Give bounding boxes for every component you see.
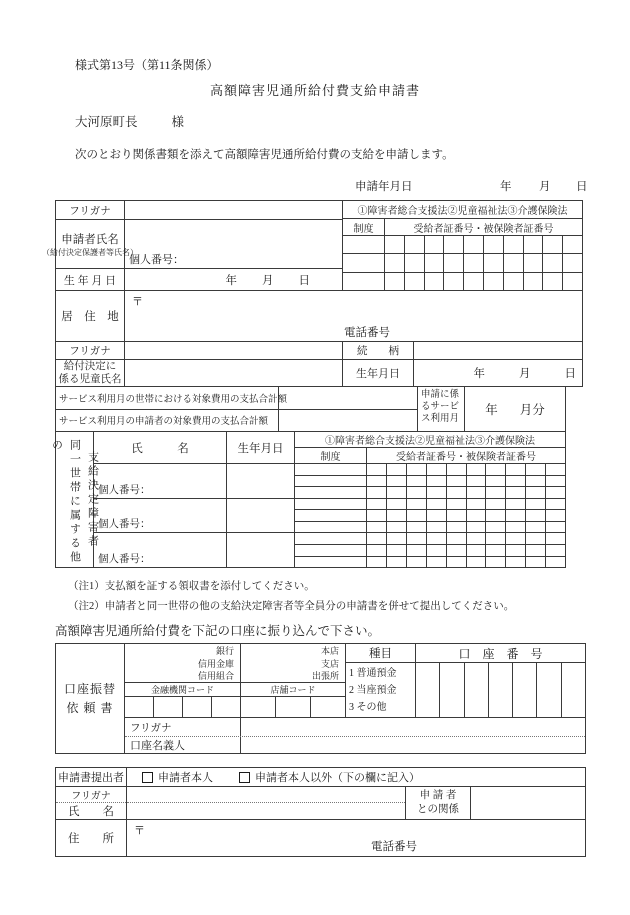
day-unit: 日	[564, 368, 576, 380]
system-header: 制度	[295, 448, 367, 463]
account-type-option: 1 普通預金	[349, 668, 397, 679]
account-type-option: 3 その他	[349, 702, 387, 713]
digit-cell	[546, 476, 565, 487]
branch-code-cell	[276, 697, 311, 717]
digit-cell	[387, 545, 407, 556]
checkbox-self-icon	[142, 772, 153, 783]
member-name-field	[94, 464, 226, 499]
digit-cell	[524, 236, 544, 253]
applicant-table	[42, 200, 583, 387]
account-holder-field	[241, 737, 585, 753]
system-header: 制度	[343, 219, 385, 235]
digit-cell	[407, 464, 427, 475]
service-month-label: 申請に係るサービス利用月	[418, 387, 465, 431]
service-month-field	[465, 387, 565, 431]
submitter-address-field	[127, 820, 585, 856]
birthdate-label: 生 年 月 日	[56, 269, 125, 290]
account-furigana-label: フリガナ	[125, 718, 241, 736]
digit-cell	[387, 522, 407, 533]
applicant-name-sublabel: （給付決定保護者等氏名）	[42, 247, 138, 257]
account-furigana-field	[241, 718, 585, 736]
system-cell	[295, 522, 367, 533]
account-digit-cell	[537, 663, 561, 717]
digit-cell	[526, 464, 546, 475]
applicant-upper-rows	[42, 201, 582, 291]
digit-cell	[407, 545, 427, 556]
digit-cell	[486, 476, 506, 487]
digit-cell	[464, 273, 484, 290]
cert-digit-row	[343, 236, 582, 254]
addressee-name: 大河原町長	[75, 115, 138, 129]
checkbox-other-icon	[239, 772, 250, 783]
digit-cell	[563, 254, 582, 271]
system-cell	[295, 487, 367, 498]
digit-cell	[387, 510, 407, 521]
digit-cell	[486, 557, 506, 568]
digit-cell	[546, 545, 565, 556]
digit-cell	[546, 557, 565, 568]
digit-cell	[367, 464, 387, 475]
submitter-options	[127, 768, 585, 786]
system-cell	[343, 236, 385, 253]
digit-cell	[447, 464, 467, 475]
digit-cell	[405, 273, 425, 290]
digit-cell	[407, 557, 427, 568]
relationship-label: 続 柄	[343, 342, 414, 359]
year-unit: 年	[473, 368, 485, 380]
digit-cell	[385, 236, 405, 253]
account-type-header: 種目	[346, 644, 415, 663]
vertical-label-left: 同一世帯に属する他の	[50, 439, 81, 565]
relationship-field	[414, 342, 582, 359]
digit-cell	[526, 499, 546, 510]
digit-cell	[367, 557, 387, 568]
day-unit: 日	[298, 274, 310, 287]
digit-cell	[464, 254, 484, 271]
child-birthdate-label: 生年月日	[343, 360, 414, 386]
digit-cell	[387, 533, 407, 544]
digit-cell	[484, 273, 504, 290]
law-header: ①障害者総合支援法②児童福祉法③介護保険法	[343, 201, 582, 219]
household-table	[50, 431, 566, 568]
account-digit-cell	[489, 663, 513, 717]
digit-cell	[427, 510, 447, 521]
bank-table	[55, 643, 586, 754]
digit-cell	[563, 236, 582, 253]
account-holder-label: 口座名義人	[125, 737, 241, 753]
member-name-field	[94, 499, 226, 534]
digit-cell	[425, 273, 445, 290]
digit-cell	[427, 464, 447, 475]
cost-table	[55, 386, 566, 432]
digit-cell	[506, 557, 526, 568]
digit-cell	[506, 533, 526, 544]
household-total-field	[279, 387, 417, 409]
depositor-label: 口座振替 依 頼 書	[56, 644, 125, 753]
system-cell	[295, 510, 367, 521]
digit-cell	[447, 510, 467, 521]
month-unit: 月	[519, 368, 531, 380]
digit-cell	[546, 487, 565, 498]
digit-cell	[444, 236, 464, 253]
furigana-field	[125, 201, 342, 219]
note: （注1）支払額を証する領収書を添付してください。	[68, 581, 315, 592]
digit-cell	[447, 487, 467, 498]
digit-cell	[467, 545, 487, 556]
digit-cell	[447, 545, 467, 556]
digit-cell	[524, 273, 544, 290]
cert-digit-row	[295, 510, 565, 522]
digit-cell	[367, 533, 387, 544]
digit-cell	[543, 236, 563, 253]
digit-cell	[467, 510, 487, 521]
digit-cell	[407, 476, 427, 487]
digit-cell	[506, 476, 526, 487]
account-digit-cell	[513, 663, 537, 717]
cert-digit-row	[295, 464, 565, 476]
digit-cell	[504, 236, 524, 253]
account-digit-cell	[440, 663, 464, 717]
digit-cell	[405, 236, 425, 253]
digit-cell	[427, 545, 447, 556]
system-cell	[295, 557, 367, 568]
member-name-header: 氏 名	[94, 432, 226, 464]
cert-number-header: 受給者証番号・被保険者証番号	[396, 452, 536, 463]
digit-cell	[526, 533, 546, 544]
digit-cell	[407, 533, 427, 544]
digit-cell	[447, 533, 467, 544]
child-birthdate-field	[414, 360, 582, 386]
cert-digit-row	[295, 522, 565, 534]
submitter-furigana-field	[127, 787, 405, 803]
cert-digit-row	[295, 487, 565, 499]
furigana-label: フリガナ	[56, 201, 125, 219]
branch-code-cell	[311, 697, 345, 717]
branch-type-labels: 本店 支店 出張所	[241, 644, 345, 683]
digit-cell	[387, 464, 407, 475]
member-birthdate-field	[227, 499, 294, 534]
year-unit: 年	[225, 274, 237, 287]
date-year-unit: 年	[500, 181, 512, 193]
law-header: ①障害者総合支援法②児童福祉法③介護保険法	[295, 432, 565, 448]
system-cell	[295, 499, 367, 510]
digit-cell	[467, 557, 487, 568]
addressee-suffix: 様	[171, 115, 185, 129]
address-label: 居 住 地	[56, 291, 125, 341]
cert-digit-row	[295, 476, 565, 488]
digit-cell	[444, 273, 464, 290]
institution-code-label: 金融機関コード	[125, 683, 240, 697]
child-name-label: 給付決定に 係る児童氏名	[56, 360, 125, 386]
account-digit-cell	[465, 663, 489, 717]
cert-number-header: 受給者証番号・被保険者証番号	[413, 223, 554, 235]
digit-cell	[563, 273, 582, 290]
digit-cell	[467, 487, 487, 498]
account-digit-cell	[416, 663, 440, 717]
digit-cell	[427, 499, 447, 510]
digit-cell	[367, 522, 387, 533]
digit-cell	[407, 510, 427, 521]
addressee	[75, 112, 184, 130]
vertical-section-label	[50, 432, 99, 567]
institution-code-cell	[212, 697, 240, 717]
cert-digit-row	[295, 499, 565, 511]
digit-cell	[464, 236, 484, 253]
system-cell	[343, 254, 385, 271]
digit-cell	[526, 510, 546, 521]
household-total-label: サービス利用月の世帯における対象費用の支払合計額	[56, 387, 279, 409]
postal-mark: 〒	[132, 296, 143, 308]
option-other: 申請者本人以外（下の欄に記入）	[239, 769, 420, 785]
digit-cell	[425, 254, 445, 271]
digit-cell	[486, 487, 506, 498]
digit-cell	[506, 510, 526, 521]
digit-cell	[407, 487, 427, 498]
submitter-table	[55, 767, 586, 857]
digit-cell	[506, 522, 526, 533]
period-month-suffix: 月分	[519, 403, 545, 417]
note: （注2）申請者と同一世帯の他の支給決定障害者等全員分の申請書を併せて提出してください。	[68, 601, 515, 612]
personal-number-label: 個人番号：	[129, 254, 184, 266]
personal-number-label: 個人番号：	[98, 484, 151, 496]
digit-cell	[425, 236, 445, 253]
digit-cell	[546, 510, 565, 521]
digit-cell	[367, 499, 387, 510]
address-field	[125, 291, 582, 341]
cert-digit-row	[343, 254, 582, 272]
child-furigana-field	[125, 342, 343, 359]
relation-label: 申 請 者 との関係	[406, 787, 471, 819]
digit-cell	[506, 487, 526, 498]
account-number-header: 口 座 番 号	[416, 644, 585, 663]
member-birthdate-field	[227, 533, 294, 567]
system-cell	[343, 273, 385, 290]
institution-type-labels: 銀行 信用金庫 信用組合	[125, 644, 240, 683]
digit-cell	[546, 499, 565, 510]
digit-cell	[524, 254, 544, 271]
system-cell	[295, 464, 367, 475]
digit-cell	[367, 487, 387, 498]
date-day-unit: 日	[576, 181, 588, 193]
birthdate-field	[125, 269, 342, 290]
digit-cell	[543, 254, 563, 271]
digit-cell	[546, 464, 565, 475]
digit-cell	[407, 522, 427, 533]
account-type-option: 2 当座預金	[349, 685, 397, 696]
digit-cell	[385, 273, 405, 290]
digit-cell	[484, 254, 504, 271]
digit-cell	[486, 545, 506, 556]
cert-digit-row	[295, 545, 565, 557]
digit-cell	[484, 236, 504, 253]
submitter-name-label: 氏 名	[68, 806, 114, 818]
child-furigana-label: フリガナ	[56, 342, 125, 359]
member-birthdate-field	[227, 464, 294, 499]
submitter-label: 申請書提出者	[56, 768, 127, 786]
period-year-unit: 年	[485, 403, 498, 417]
digit-cell	[486, 464, 506, 475]
member-name-field	[94, 533, 226, 567]
vertical-label-right: 支給決定障害者	[86, 451, 99, 549]
cert-digit-row	[295, 533, 565, 545]
digit-cell	[385, 254, 405, 271]
postal-mark: 〒	[134, 825, 145, 837]
applicant-total-field	[279, 410, 417, 432]
digit-cell	[387, 499, 407, 510]
option-self: 申請者本人	[142, 769, 213, 785]
digit-cell	[427, 533, 447, 544]
branch-code-cell	[241, 697, 276, 717]
digit-cell	[526, 545, 546, 556]
child-name-field	[125, 360, 343, 386]
digit-cell	[467, 533, 487, 544]
digit-cell	[427, 557, 447, 568]
digit-cell	[447, 499, 467, 510]
date-month-unit: 月	[539, 181, 551, 193]
form-number: 様式第13号（第11条関係）	[75, 58, 219, 72]
submitter-furigana-label: フリガナ	[56, 787, 126, 803]
digit-cell	[506, 499, 526, 510]
digit-cell	[427, 487, 447, 498]
digit-cell	[486, 533, 506, 544]
applicant-total-label: サービス利用月の申請者の対象費用の支払合計額	[56, 410, 279, 432]
intro-text: 次のとおり関係書類を添えて高額障害児通所給付費の支給を申請します。	[75, 149, 454, 161]
digit-cell	[444, 254, 464, 271]
digit-cell	[387, 557, 407, 568]
digit-cell	[526, 476, 546, 487]
digit-cell	[467, 522, 487, 533]
institution-code-cell	[154, 697, 183, 717]
bank-instruction: 高額障害児通所給付費を下記の口座に振り込んで下さい。	[55, 624, 381, 638]
month-unit: 月	[262, 274, 274, 287]
digit-cell	[447, 522, 467, 533]
digit-cell	[387, 487, 407, 498]
digit-cell	[367, 476, 387, 487]
digit-cell	[467, 499, 487, 510]
application-date-label: 申請年月日	[355, 181, 413, 193]
account-digit-cell	[562, 663, 585, 717]
cert-digit-row	[295, 557, 565, 568]
submitter-name-field	[127, 803, 405, 819]
digit-cell	[486, 510, 506, 521]
digit-cell	[526, 487, 546, 498]
digit-cell	[543, 273, 563, 290]
digit-cell	[504, 254, 524, 271]
digit-cell	[506, 464, 526, 475]
personal-number-label: 個人番号：	[98, 519, 151, 531]
page-title: 高額障害児通所給付費支給申請書	[209, 83, 420, 98]
personal-number-label: 個人番号：	[98, 554, 151, 566]
digit-cell	[486, 499, 506, 510]
digit-cell	[526, 522, 546, 533]
digit-cell	[367, 510, 387, 521]
member-birthdate-header: 生年月日	[227, 432, 294, 464]
submitter-address-label: 住 所	[56, 820, 127, 856]
digit-cell	[447, 476, 467, 487]
digit-cell	[467, 476, 487, 487]
institution-code-cell	[125, 697, 154, 717]
digit-cell	[367, 545, 387, 556]
digit-cell	[427, 522, 447, 533]
digit-cell	[506, 545, 526, 556]
digit-cell	[504, 273, 524, 290]
digit-cell	[447, 557, 467, 568]
digit-cell	[546, 522, 565, 533]
system-cell	[295, 476, 367, 487]
account-type-options	[346, 663, 415, 717]
digit-cell	[405, 254, 425, 271]
submitter-phone-label: 電話番号	[371, 841, 417, 853]
branch-code-label: 店舗コード	[241, 683, 345, 697]
system-cell	[295, 533, 367, 544]
relation-field	[471, 787, 585, 819]
system-cell	[295, 545, 367, 556]
digit-cell	[467, 464, 487, 475]
application-date-line	[355, 178, 588, 194]
digit-cell	[407, 499, 427, 510]
digit-cell	[387, 476, 407, 487]
phone-label: 電話番号	[344, 327, 390, 339]
digit-cell	[546, 533, 565, 544]
digit-cell	[526, 557, 546, 568]
digit-cell	[486, 522, 506, 533]
digit-cell	[427, 476, 447, 487]
cert-digit-row	[343, 273, 582, 290]
institution-code-cell	[183, 697, 212, 717]
applicant-name-label: 申請者氏名	[61, 233, 119, 246]
